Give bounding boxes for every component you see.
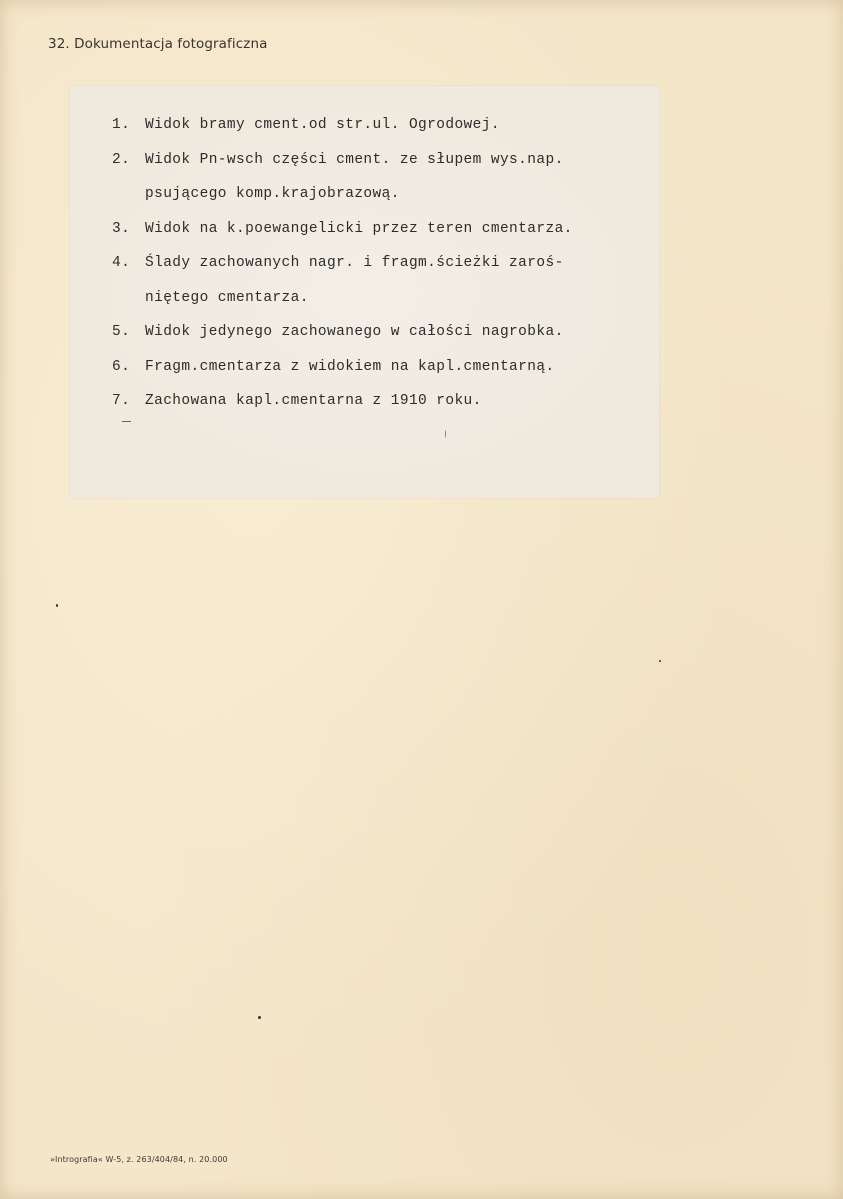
paper-speck bbox=[659, 660, 661, 662]
caption-text: Widok jedynego zachowanego w całości nagrobka. bbox=[145, 324, 564, 340]
photo-caption-list bbox=[108, 108, 573, 419]
paper-speck bbox=[258, 1016, 261, 1019]
caption-number: 3. bbox=[112, 220, 131, 237]
caption-number: 7. bbox=[112, 393, 131, 409]
paper-speck bbox=[56, 604, 58, 607]
caption-text: Ślady zachowanych nagr. i fragm.ścieżki zaroś- bbox=[145, 255, 564, 271]
caption-number: 4. bbox=[112, 255, 131, 271]
caption-item-4 bbox=[108, 246, 573, 281]
caption-item-6 bbox=[108, 350, 573, 385]
caption-item-1 bbox=[108, 108, 573, 143]
caption-item-4-continuation bbox=[108, 281, 573, 316]
stray-typewriter-dash bbox=[122, 421, 131, 422]
caption-item-2-continuation bbox=[108, 177, 573, 212]
caption-number: 2. bbox=[112, 151, 131, 168]
caption-item-2 bbox=[108, 143, 573, 178]
caption-text: niętego cmentarza. bbox=[145, 289, 309, 306]
caption-item-3 bbox=[108, 212, 573, 247]
caption-number: 5. bbox=[112, 324, 131, 340]
caption-number: 1. bbox=[112, 117, 131, 133]
caption-text: Widok Pn-wsch części cment. ze słupem wys.nap. bbox=[145, 151, 564, 168]
caption-item-5 bbox=[108, 315, 573, 350]
printer-imprint: »Intrografia« W-5, z. 263/404/84, n. 20.000 bbox=[50, 1155, 228, 1164]
page-title: 32. Dokumentacja fotograficzna bbox=[48, 36, 268, 52]
caption-text: Fragm.cmentarza z widokiem na kapl.cmentarną. bbox=[145, 358, 555, 375]
caption-item-7 bbox=[108, 384, 573, 419]
caption-text: Widok bramy cment.od str.ul. Ogrodowej. bbox=[145, 117, 500, 133]
caption-number: 6. bbox=[112, 358, 131, 375]
caption-text: Zachowana kapl.cmentarna z 1910 roku. bbox=[145, 393, 482, 409]
paper-speck bbox=[445, 430, 446, 438]
caption-text: Widok na k.poewangelicki przez teren cmentarza. bbox=[145, 220, 573, 237]
caption-text: psującego komp.krajobrazową. bbox=[145, 186, 400, 202]
